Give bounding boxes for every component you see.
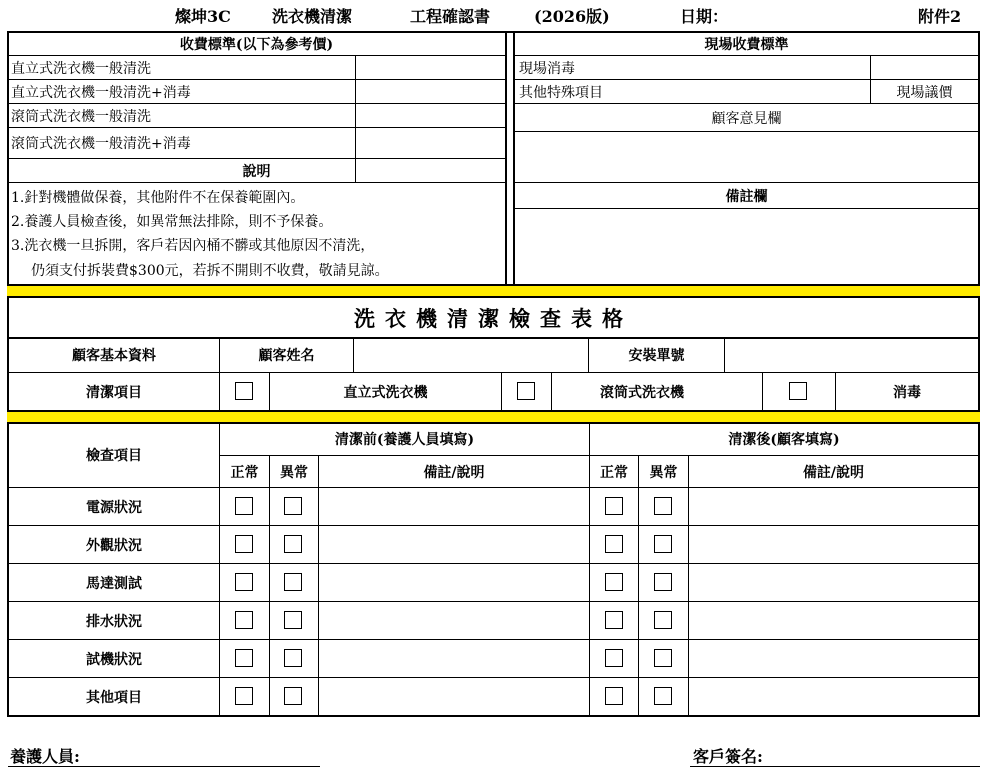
note-line: 3.洗衣機一旦拆開，客戶若因內桶不髒或其他原因不清洗， [11,237,375,254]
install-number-label: 安裝單號 [628,348,685,364]
remark-header: 備註/說明 [423,464,485,481]
before-abnormal-checkbox[interactable] [284,611,302,629]
drum-washer-checkbox[interactable] [517,382,535,400]
onsite-item: 現場消毒 [519,60,575,77]
check-row-label: 電源狀況 [86,499,142,516]
before-abnormal-checkbox[interactable] [284,649,302,667]
vertical-washer-checkbox[interactable] [235,382,253,400]
fee-standard-title: 收費標準(以下為參考價) [179,36,334,53]
customer-info-label: 顧客基本資料 [72,348,156,364]
after-normal-checkbox[interactable] [605,535,623,553]
normal-header: 正常 [600,464,628,481]
fee-price-field[interactable] [356,128,505,158]
fee-item: 滾筒式洗衣機一般清洗+消毒 [11,136,191,152]
check-row-label: 馬達測試 [86,575,142,592]
before-normal-checkbox[interactable] [235,535,253,553]
after-abnormal-checkbox[interactable] [654,649,672,667]
cleaning-items-label: 清潔項目 [86,384,142,401]
disinfect-label: 消毒 [893,384,921,401]
before-normal-checkbox[interactable] [235,573,253,591]
after-normal-checkbox[interactable] [605,611,623,629]
fee-price-field[interactable] [356,56,505,79]
remark-header: 備註/說明 [802,464,865,481]
check-item-header: 檢查項目 [86,448,142,464]
inspection-form-title: 洗衣機清潔檢查表格 [354,306,633,331]
abnormal-header: 異常 [649,464,678,481]
fee-item: 直立式洗衣機一般清洗+消毒 [11,84,191,101]
highlight-divider [7,411,980,422]
onsite-price-field[interactable] [871,56,978,79]
staff-signature-label: 養護人員: [10,746,80,766]
notes-title: 說明 [242,163,271,180]
after-abnormal-checkbox[interactable] [654,611,672,629]
after-normal-checkbox[interactable] [605,573,623,591]
note-line: 仍須支付拆裝費$300元，若拆不開則不收費，敬請見諒。 [31,262,389,279]
onsite-item: 其他特殊項目 [519,84,603,101]
after-abnormal-checkbox[interactable] [654,573,672,591]
highlight-divider [7,285,980,296]
customer-name-field[interactable] [354,338,588,372]
remarks-title: 備註欄 [725,188,768,205]
customer-feedback-field[interactable] [515,132,978,182]
negotiate-price-label: 現場議價 [896,84,953,101]
customer-signature-field[interactable] [790,744,978,766]
after-abnormal-checkbox[interactable] [654,535,672,553]
disinfect-checkbox[interactable] [789,382,807,400]
before-abnormal-checkbox[interactable] [284,687,302,705]
after-normal-checkbox[interactable] [605,649,623,667]
document-version: (2026版) [534,6,610,26]
check-row-label: 外觀狀況 [86,537,142,554]
company-name: 燦坤3C [175,6,231,26]
check-row-label: 試機狀況 [86,651,142,668]
customer-signature-label: 客戶簽名: [693,746,763,766]
fee-item: 直立式洗衣機一般清洗 [11,60,151,77]
customer-name-label: 顧客姓名 [258,348,315,364]
normal-header: 正常 [230,464,259,481]
abnormal-header: 異常 [280,464,308,481]
attachment-label: 附件2 [918,6,962,26]
fee-item: 滾筒式洗衣機一般清洗 [11,108,151,125]
before-normal-checkbox[interactable] [235,611,253,629]
before-abnormal-checkbox[interactable] [284,573,302,591]
note-line: 1.針對機體做保養，其他附件不在保養範圍內。 [11,189,305,206]
before-normal-checkbox[interactable] [235,649,253,667]
after-cleaning-header: 清潔後(顧客填寫) [728,432,840,448]
after-normal-checkbox[interactable] [605,497,623,515]
onsite-fee-title: 現場收費標準 [704,36,789,53]
vertical-washer-label: 直立式洗衣機 [343,384,428,401]
fee-price-field[interactable] [356,80,505,103]
date-label: 日期： [680,6,729,26]
after-abnormal-checkbox[interactable] [654,687,672,705]
before-normal-checkbox[interactable] [235,687,253,705]
fee-price-field[interactable] [356,104,505,127]
check-row-label: 其他項目 [86,689,142,706]
install-number-field[interactable] [725,338,978,372]
note-line: 2.養護人員檢查後，如異常無法排除，則不予保養。 [11,213,333,230]
staff-signature-field[interactable] [120,744,320,766]
document-subject: 洗衣機清潔 [272,6,353,26]
before-abnormal-checkbox[interactable] [284,535,302,553]
document-title: 工程確認書 [410,6,491,26]
drum-washer-label: 滾筒式洗衣機 [600,384,684,401]
before-cleaning-header: 清潔前(養護人員填寫) [334,432,475,448]
after-normal-checkbox[interactable] [605,687,623,705]
before-normal-checkbox[interactable] [235,497,253,515]
check-row-label: 排水狀況 [86,613,142,630]
before-abnormal-checkbox[interactable] [284,497,302,515]
customer-feedback-title: 顧客意見欄 [711,110,782,127]
after-abnormal-checkbox[interactable] [654,497,672,515]
remarks-field[interactable] [515,209,978,284]
